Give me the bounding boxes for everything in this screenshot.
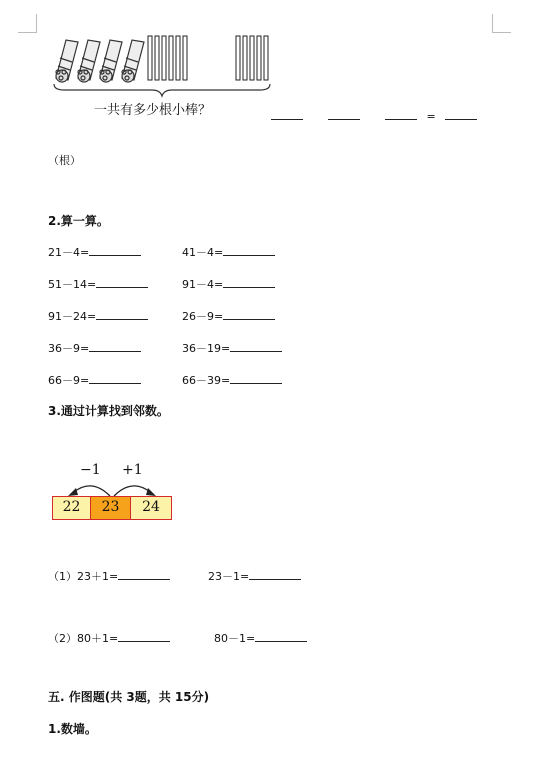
- answer-blank[interactable]: [255, 632, 307, 642]
- expr-left: 91－24=: [48, 310, 97, 323]
- box-23: 23: [91, 497, 131, 519]
- neighbor-arrows: [52, 474, 172, 498]
- answer-blank[interactable]: [249, 570, 301, 580]
- section-5-q1: 1.数墙。: [48, 722, 97, 736]
- expr-left: 23＋1=: [77, 570, 119, 583]
- calc-row: [48, 372, 141, 388]
- answer-blank-2[interactable]: [328, 110, 360, 120]
- calc-row: [182, 372, 282, 388]
- stick-bundle-icon: [56, 40, 144, 82]
- page-corner-top-left: [18, 14, 37, 33]
- expr-right: 36－19=: [182, 342, 231, 355]
- calc-row: [182, 244, 275, 260]
- q3-item-2: [48, 630, 170, 646]
- answer-blank[interactable]: [89, 342, 141, 352]
- plus-one-label: +1: [122, 462, 143, 478]
- q3-item-2-right: [214, 630, 307, 646]
- expr-left: 51－14=: [48, 278, 97, 291]
- sticks-caption: 一共有多少根小棒？: [94, 103, 212, 118]
- answer-line: [271, 110, 477, 123]
- answer-blank[interactable]: [89, 374, 141, 384]
- calc-row: [182, 308, 275, 324]
- answer-blank[interactable]: [230, 342, 282, 352]
- answer-blank[interactable]: [223, 310, 275, 320]
- expr-right: 26－9=: [182, 310, 224, 323]
- minus-one-label: −1: [80, 462, 101, 478]
- expr-right: 41－4=: [182, 246, 224, 259]
- answer-blank[interactable]: [118, 570, 170, 580]
- answer-blank[interactable]: [96, 278, 148, 288]
- answer-blank[interactable]: [223, 278, 275, 288]
- answer-blank[interactable]: [223, 246, 275, 256]
- q3-item-1-right: [208, 568, 301, 584]
- expr-left: 36－9=: [48, 342, 90, 355]
- expr-left: 66－9=: [48, 374, 90, 387]
- unit-label: （根）: [48, 154, 81, 167]
- expr-right: 91－4=: [182, 278, 224, 291]
- item-number: （2）: [48, 632, 77, 645]
- expr-right: 23－1=: [208, 570, 250, 583]
- answer-blank-4[interactable]: [445, 110, 477, 120]
- q3-title: 3.通过计算找到邻数。: [48, 404, 169, 418]
- expr-right: 80－1=: [214, 632, 256, 645]
- single-sticks-group-1: [148, 36, 187, 80]
- calc-row: [48, 276, 148, 292]
- q3-item-1: [48, 568, 170, 584]
- expr-left: 21－4=: [48, 246, 90, 259]
- brace: [54, 84, 270, 96]
- answer-blank[interactable]: [89, 246, 141, 256]
- q2-title: 2.算一算。: [48, 214, 109, 228]
- calc-row: [182, 276, 275, 292]
- box-22: 22: [53, 497, 91, 519]
- answer-blank-3[interactable]: [385, 110, 417, 120]
- expr-right: 66－39=: [182, 374, 231, 387]
- calc-row: [48, 308, 148, 324]
- expr-left: 80＋1=: [77, 632, 119, 645]
- number-boxes: [52, 496, 172, 520]
- equals-sign: =: [426, 110, 436, 123]
- calc-row: [48, 244, 141, 260]
- single-sticks-group-2: [236, 36, 268, 80]
- answer-blank[interactable]: [96, 310, 148, 320]
- calc-row: [182, 340, 282, 356]
- number-line-figure: [52, 462, 172, 522]
- item-number: （1）: [48, 570, 77, 583]
- section-5-title: 五. 作图题(共 3题，共 15分): [48, 690, 210, 704]
- page-corner-top-right: [492, 14, 511, 33]
- answer-blank[interactable]: [230, 374, 282, 384]
- answer-blank[interactable]: [118, 632, 170, 642]
- answer-blank-1[interactable]: [271, 110, 303, 120]
- calc-row: [48, 340, 141, 356]
- box-24: 24: [131, 497, 171, 519]
